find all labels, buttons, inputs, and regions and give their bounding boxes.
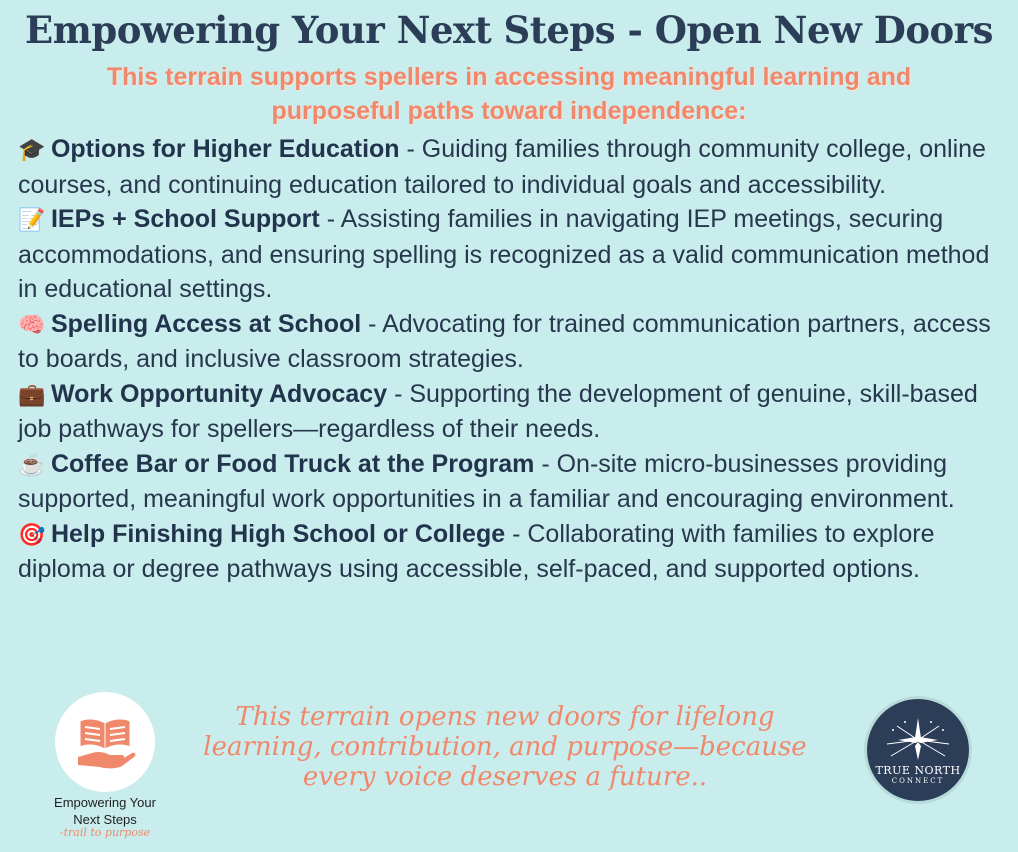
brain-icon: 🧠: [18, 311, 46, 337]
item-heading: Spelling Access at School: [50, 309, 362, 338]
page-title: Empowering Your Next Steps - Open New Doors: [25, 8, 993, 52]
graduation-cap-icon: 🎓: [18, 137, 46, 162]
program-badge: [30, 692, 180, 839]
logo-text-line1: TRUE NORTH: [875, 763, 961, 777]
item-description: - Supporting the development of genuine, skill-based job pathways for spellers—regardless of their needs.: [18, 379, 978, 443]
item-heading: Options for Higher Education: [50, 135, 400, 163]
badge-title-line2: Next Steps: [73, 812, 137, 827]
list-item: [18, 202, 998, 307]
list-item: [18, 517, 998, 587]
badge-circle: [55, 692, 155, 792]
memo-icon: 📝: [18, 207, 46, 232]
target-icon: 🎯: [18, 521, 46, 547]
item-heading: Help Finishing High School or College: [50, 519, 506, 548]
item-heading: Coffee Bar or Food Truck at the Program: [50, 449, 535, 478]
item-heading: Work Opportunity Advocacy: [50, 379, 388, 408]
compass-star-icon: [883, 716, 953, 762]
badge-tagline: -trail to purpose: [59, 826, 151, 839]
logo-text-line2: CONNECT: [891, 776, 945, 785]
badge-title-line1: Empowering Your: [54, 795, 156, 810]
list-item: [18, 447, 998, 517]
item-heading: IEPs + School Support: [50, 205, 320, 233]
briefcase-icon: 💼: [18, 381, 46, 407]
support-list: [18, 132, 998, 587]
item-description: - On-site micro-businesses providing supported, meaningful work opportunities in a familiar and encouraging environment.: [18, 449, 955, 513]
open-book-hand-icon: [72, 709, 138, 775]
list-item: [18, 132, 998, 202]
list-item: [18, 307, 998, 377]
item-description: - Assisting families in navigating IEP meetings, securing accommodations, and ensuring spelling is recognized as a valid communication method in educational settings.: [18, 205, 990, 303]
page-subtitle: This terrain supports spellers in accessing meaningful learning and purposeful paths toward independence:: [106, 63, 912, 125]
list-item: [18, 377, 998, 447]
item-description: - Advocating for trained communication partners, access to boards, and inclusive classroom strategies.: [18, 309, 991, 373]
true-north-logo: [864, 696, 972, 804]
item-description: - Guiding families through community college, online courses, and continuing education tailored to individual goals and accessibility.: [18, 135, 986, 199]
item-description: - Collaborating with families to explore diploma or degree pathways using accessible, self-paced, and supported options.: [18, 519, 935, 583]
coffee-icon: ☕: [18, 451, 46, 477]
closing-quote: This terrain opens new doors for lifelong learning, contribution, and purpose—because every voice deserves a future..: [203, 702, 807, 792]
